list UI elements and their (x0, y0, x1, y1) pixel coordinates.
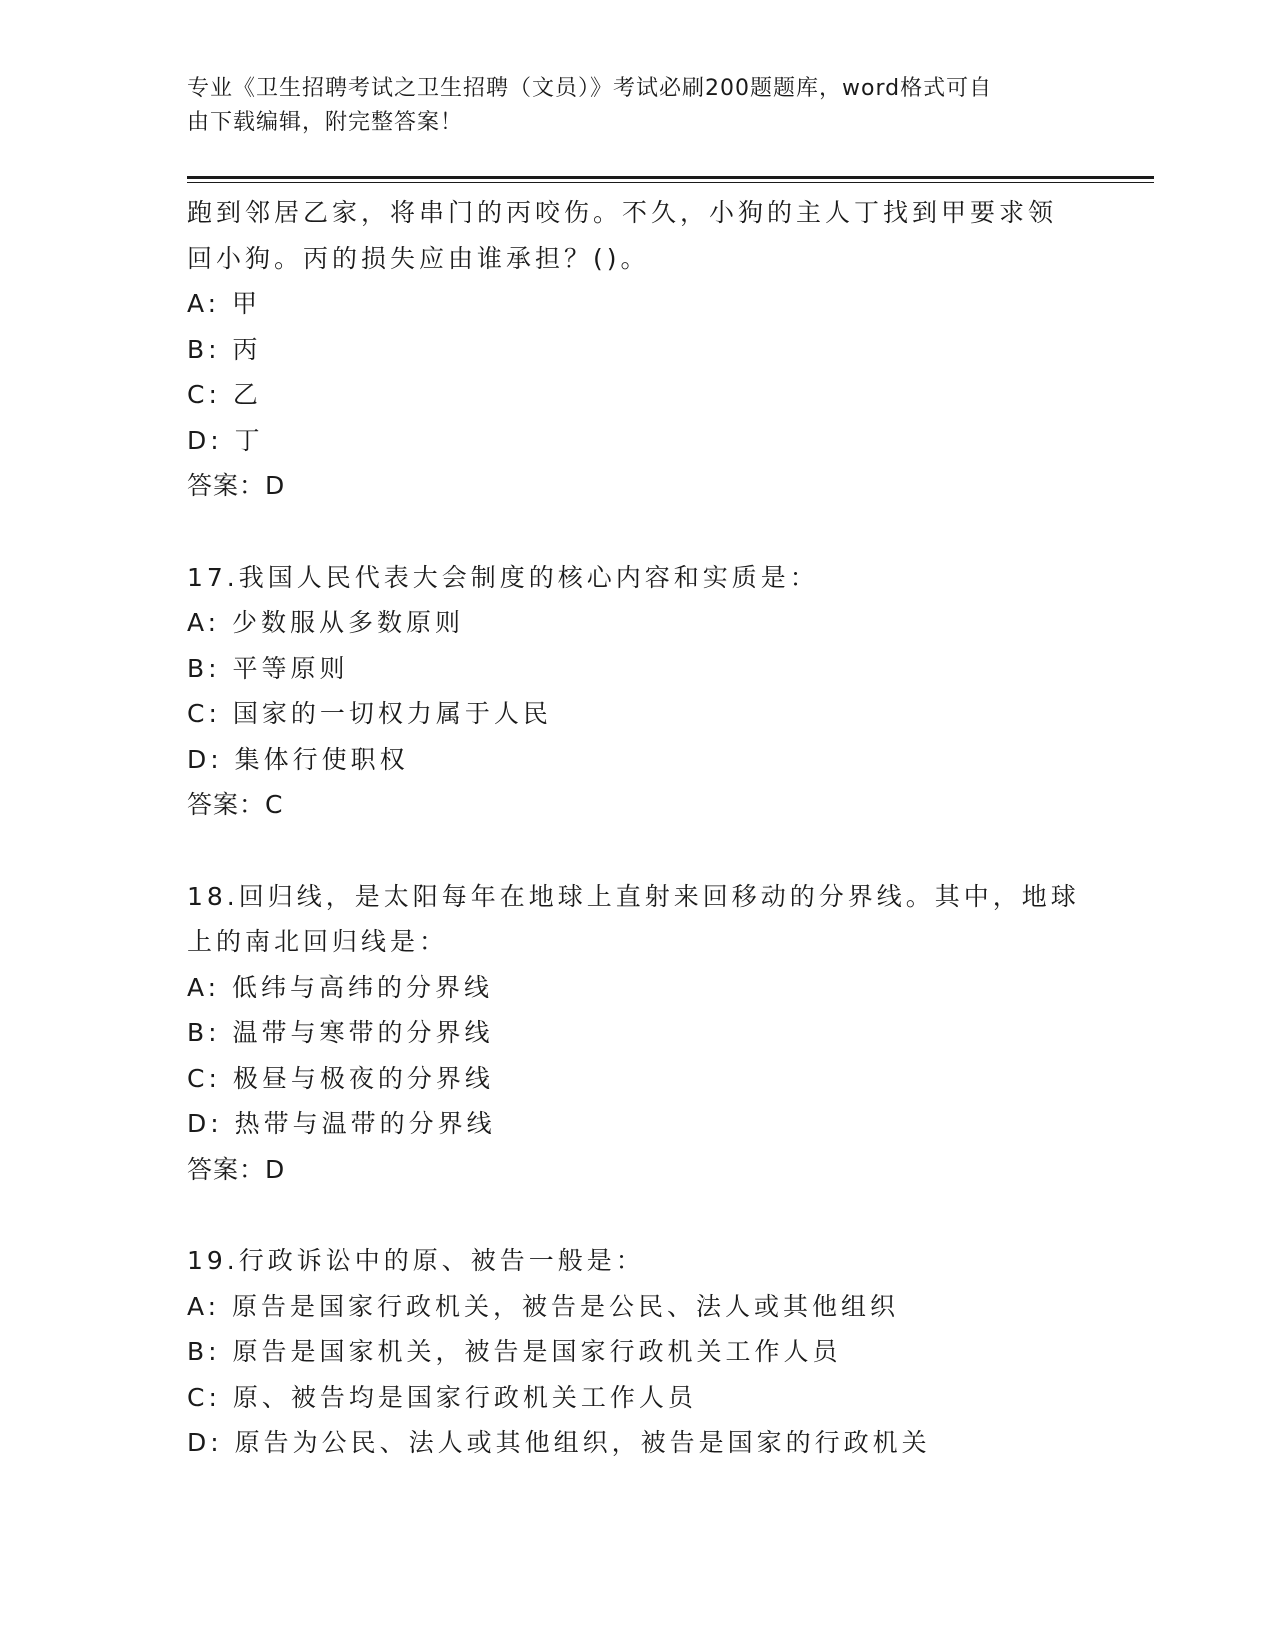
question-text: 回小狗。丙的损失应由谁承担？()。 (187, 243, 650, 273)
question-text: 跑到邻居乙家，将串门的丙咬伤。不久，小狗的主人丁找到甲要求领 (187, 198, 1058, 227)
question-text: 上的南北回归线是： (187, 927, 449, 956)
header-divider-thick (187, 176, 1154, 179)
option-c: C: 原、被告均是国家行政机关工作人员 (187, 1382, 697, 1412)
question-17 (187, 555, 1087, 828)
question-18 (187, 874, 1087, 1193)
question-text: 19.行政诉讼中的原、被告一般是： (187, 1246, 645, 1275)
question-text: 18.回归线，是太阳每年在地球上直射来回移动的分界线。其中，地球 (187, 881, 1080, 911)
option-a: A: 低纬与高纬的分界线 (187, 972, 494, 1002)
answer-line: 答案：C (187, 790, 284, 819)
option-b: B: 温带与寒带的分界线 (187, 1018, 494, 1047)
header-line-2: 由下载编辑，附完整答案！ (187, 110, 464, 135)
option-c: C: 乙 (187, 380, 262, 409)
option-a: A: 少数服从多数原则 (187, 608, 465, 637)
option-d: D: 丁 (187, 425, 264, 455)
question-16 (187, 190, 1087, 509)
option-b: B: 原告是国家机关，被告是国家行政机关工作人员 (187, 1337, 842, 1366)
header-divider-thin (187, 182, 1154, 183)
document-header (187, 72, 1067, 140)
option-d: D: 热带与温带的分界线 (187, 1109, 496, 1138)
option-b: B: 平等原则 (187, 653, 349, 683)
option-b: B: 丙 (187, 334, 262, 364)
option-a: A: 原告是国家行政机关，被告是公民、法人或其他组织 (187, 1291, 900, 1321)
option-d: D: 原告为公民、法人或其他组织，被告是国家的行政机关 (187, 1428, 931, 1457)
answer-line: 答案：D (187, 1154, 286, 1184)
header-line-1: 专业《卫生招聘考试之卫生招聘（文员）》考试必刷200题题库，word格式可自 (187, 76, 993, 101)
question-19 (187, 1238, 1087, 1466)
option-c: C: 国家的一切权力属于人民 (187, 699, 552, 728)
answer-line: 答案：D (187, 471, 286, 500)
option-a: A: 甲 (187, 289, 262, 318)
option-d: D: 集体行使职权 (187, 744, 409, 774)
question-text: 17.我国人民代表大会制度的核心内容和实质是： (187, 562, 819, 592)
option-c: C: 极昼与极夜的分界线 (187, 1063, 494, 1093)
question-content (187, 190, 1087, 1466)
